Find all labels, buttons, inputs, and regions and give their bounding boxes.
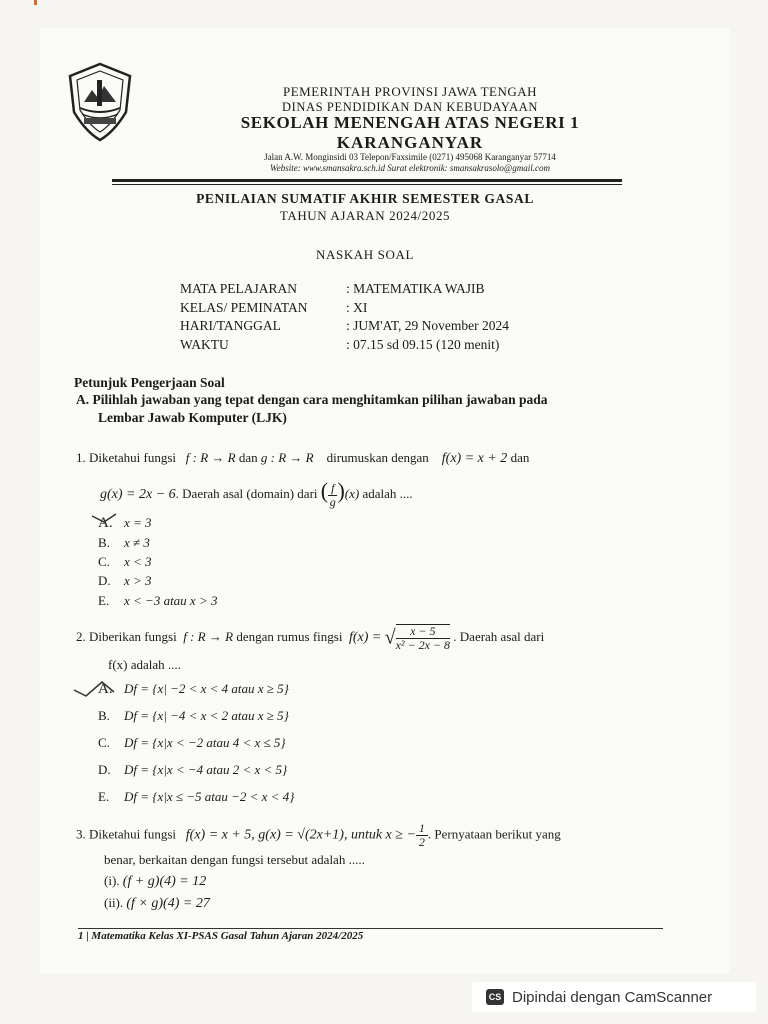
q1-frac-den: g bbox=[329, 494, 336, 509]
option-value: x < 3 bbox=[124, 554, 152, 569]
q1-arg: (x) bbox=[344, 486, 360, 501]
document-type: NASKAH SOAL bbox=[316, 247, 414, 262]
q1-frac-num: f bbox=[328, 482, 337, 496]
option-value: x > 3 bbox=[124, 573, 152, 588]
option-value: Df = {x|x < −4 atau 2 < x < 5} bbox=[124, 762, 288, 777]
q1-end: adalah .... bbox=[362, 486, 413, 501]
instruction-a-line1: A. Pilihlah jawaban yang tepat dengan cara menghitamkan pilihan jawaban pada bbox=[76, 392, 548, 407]
q2-text: dengan rumus fingsi bbox=[236, 628, 343, 644]
q1-f-def: f(x) = x + 2 bbox=[441, 451, 508, 466]
q3-item-ii bbox=[104, 895, 210, 912]
exam-title: PENILAIAN SUMATIF AKHIR SEMESTER GASAL bbox=[196, 191, 534, 206]
page-footer: 1 | Matematika Kelas XI-PSAS Gasal Tahun Ajaran 2024/2025 bbox=[78, 930, 364, 942]
option-label: E. bbox=[98, 789, 110, 804]
option-label: C. bbox=[98, 735, 110, 750]
option-label: D. bbox=[98, 762, 111, 777]
question-3-line1 bbox=[76, 822, 561, 849]
q1-g-def: g(x) = 2x − 6 bbox=[100, 487, 176, 502]
header-rule-thick bbox=[112, 179, 622, 182]
q2-func-f: f : R → R bbox=[183, 628, 234, 644]
q1-answer-mark bbox=[90, 510, 120, 532]
header-rule-thin bbox=[112, 184, 622, 185]
instructions-heading: Petunjuk Pengerjaan Soal bbox=[74, 375, 225, 390]
option-value: x ≠ 3 bbox=[124, 535, 150, 550]
option-value: Df = {x|x < −2 atau 4 < x ≤ 5} bbox=[124, 735, 286, 750]
q3-intro: 3. Diketahui fungsi bbox=[76, 826, 177, 842]
footer-rule bbox=[78, 928, 663, 929]
option-label: A. bbox=[98, 515, 113, 531]
q2-frac-den: x² − 2x − 8 bbox=[395, 638, 451, 652]
q1-and-2: dan bbox=[510, 450, 530, 465]
option-label: E. bbox=[98, 593, 110, 608]
header-line-1: PEMERINTAH PROVINSI JAWA TENGAH bbox=[282, 84, 538, 99]
item-value: (f + g)(4) = 12 bbox=[122, 874, 207, 889]
instruction-a-line2: Lembar Jawab Komputer (LJK) bbox=[98, 410, 287, 425]
q3-frac-num: 1 bbox=[416, 822, 428, 836]
q3-item-i bbox=[104, 873, 206, 890]
option-value: Df = {x| −4 < x < 2 atau x ≥ 5} bbox=[124, 708, 289, 723]
option-label: A. bbox=[98, 681, 113, 697]
option-value: Df = {x|x ≤ −5 atau −2 < x < 4} bbox=[124, 789, 295, 804]
q1-func-f: f : R → R bbox=[185, 450, 236, 465]
q1-func-g: g : R → R bbox=[260, 450, 314, 465]
header-line-2: DINAS PENDIDIKAN DAN KEBUDAYAAN bbox=[282, 100, 538, 114]
q3-functions: f(x) = x + 5, g(x) = √(2x+1), untuk x ≥ − bbox=[185, 827, 416, 843]
info-value: : MATEMATIKA WAJIB bbox=[346, 281, 485, 296]
school-city: KARANGANYAR bbox=[336, 133, 484, 152]
info-label: WAKTU bbox=[180, 337, 229, 352]
info-value: : 07.15 sd 09.15 (120 menit) bbox=[346, 337, 500, 352]
info-value: : XI bbox=[346, 300, 368, 315]
item-label: (i). bbox=[104, 873, 120, 888]
school-name: SEKOLAH MENENGAH ATAS NEGERI 1 bbox=[240, 113, 580, 132]
option-value: x < −3 atau x > 3 bbox=[124, 593, 218, 608]
q2-frac-num: x − 5 bbox=[396, 625, 450, 639]
camscanner-watermark bbox=[472, 982, 756, 1012]
q1-text: dirumuskan dengan bbox=[326, 450, 429, 465]
question-3-line2: benar, berkaitan dengan fungsi tersebut adalah ..... bbox=[104, 852, 365, 867]
header-address: Jalan A.W. Monginsidi 03 Telepon/Faxsimile (0271) 495068 Karanganyar 57714 bbox=[264, 152, 556, 162]
q3-fraction bbox=[416, 822, 428, 849]
q2-intro: 2. Diberikan fungsi bbox=[76, 628, 177, 644]
q2-answer-mark bbox=[72, 676, 122, 700]
option-label: B. bbox=[98, 535, 110, 550]
q1-and: dan bbox=[238, 450, 258, 465]
q3-frac-den: 2 bbox=[418, 835, 425, 849]
question-2-line2: f(x) adalah .... bbox=[108, 657, 181, 672]
header-website: Website: www.smansakra.sch.id Surat elektronik: smansakrasolo@gmail.com bbox=[270, 163, 550, 173]
q1-domain-text: . Daerah asal (domain) dari bbox=[175, 486, 318, 501]
option-value: x = 3 bbox=[124, 515, 152, 530]
q1-intro: 1. Diketahui fungsi bbox=[76, 450, 177, 465]
info-label: MATA PELAJARAN bbox=[180, 281, 298, 296]
option-label: C. bbox=[98, 554, 110, 569]
academic-year: TAHUN AJARAN 2024/2025 bbox=[279, 208, 451, 223]
q2-end: . Daerah asal dari bbox=[453, 628, 545, 644]
question-1-line1 bbox=[76, 450, 529, 467]
camscanner-text: Dipindai dengan CamScanner bbox=[512, 988, 713, 1006]
q2-fx: f(x) = bbox=[348, 629, 382, 645]
q3-end: . Pernyataan berikut yang bbox=[427, 826, 561, 842]
option-label: D. bbox=[98, 573, 111, 588]
province-seal-logo bbox=[64, 62, 136, 142]
camscanner-icon: CS bbox=[486, 989, 504, 1005]
option-value: Df = {x| −2 < x < 4 atau x ≥ 5} bbox=[124, 681, 289, 696]
item-label: (ii). bbox=[104, 895, 124, 910]
question-1-line2: g(x) = 2x − 6. Daerah asal (domain) dari ( $\frac{f}{g}$ )(x) adalah .... bbox=[100, 478, 413, 509]
corner-mark bbox=[34, 0, 37, 5]
option-label: B. bbox=[98, 708, 110, 723]
question-2-line1: 2. Diberikan fungsi f : R → R dengan rumus fingsi f(x) = √ $\frac{x - 5}{\text{x² − 2x − 8}}$ . Daerah asal dari bbox=[76, 624, 545, 652]
item-value: (f × g)(4) = 27 bbox=[126, 896, 210, 911]
q2-fraction bbox=[396, 624, 450, 652]
info-value: : JUM'AT, 29 November 2024 bbox=[346, 318, 510, 333]
info-label: KELAS/ PEMINATAN bbox=[180, 300, 308, 315]
info-label: HARI/TANGGAL bbox=[180, 318, 281, 333]
